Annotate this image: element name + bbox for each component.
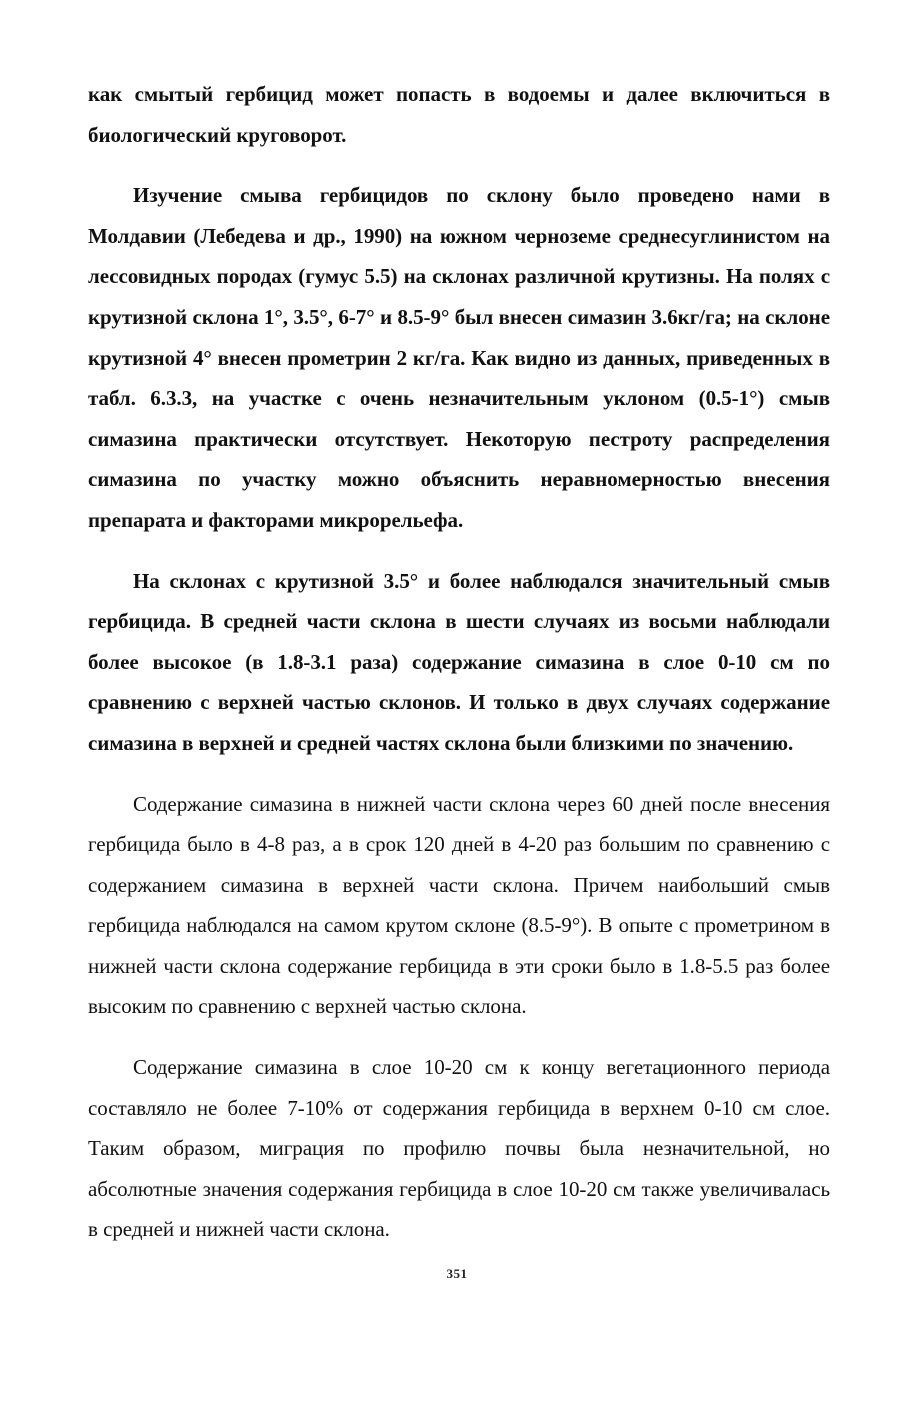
- paragraph-continuation: как смытый гербицид может попасть в водоемы и далее включиться в биологический круговорот.: [88, 82, 830, 147]
- paragraph-layer-migration: Содержание симазина в слое 10-20 см к концу вегетационного периода составляло не более 7-10% от содержания гербицида в верхнем 0-10 см слое. Таким образом, миграция по профилю почвы была незначительной, но абсолютные значения содержания гербицида в слое 10-20 см также увеличивалась в средней и нижней части склона.: [88, 1055, 830, 1242]
- paragraph-slope-washoff: На склонах с крутизной 3.5° и более наблюдался значительный смыв гербицида. В средней части склона в шести случаях из восьми наблюдали более высокое (в 1.8-3.1 раза) содержание симазина в слое 0-10 см по сравнению с верхней частью склонов. И только в двух случаях содержание симазина в верхней и средней частях склона были близкими по значению.: [88, 568, 830, 755]
- page-number: 351: [446, 1266, 468, 1281]
- body-text: [88, 74, 830, 1250]
- paragraph-lower-slope-content: Содержание симазина в нижней части склона через 60 дней после внесения гербицида было в 4-8 раз, а в срок 120 дней в 4-20 раз большим по сравнению с содержанием симазина в верхней части склона. Причем наибольший смыв гербицида наблюдался на самом крутом склоне (8.5-9°). В опыте с прометрином в нижней части склона содержание гербицида в эти сроки было в 1.8-5.5 раз более высоким по сравнению с верхней частью склона.: [88, 791, 830, 1019]
- paragraph-herbicide-washoff-study: Изучение смыва гербицидов по склону было проведено нами в Молдавии (Лебедева и др., 1990) на южном черноземе среднесуглинистом на лессовидных породах (гумус 5.5) на склонах различной крутизны. На полях с крутизной склона 1°, 3.5°, 6-7° и 8.5-9° был внесен симазин 3.6кг/га; на склоне крутизной 4° внесен прометрин 2 кг/га. Как видно из данных, приведенных в табл. 6.3.3, на участке с очень незначительным уклоном (0.5-1°) смыв симазина практически отсутствует. Некоторую пестроту распределения симазина по участку можно объяснить неравномерностью внесения препарата и факторами микрорельефа.: [88, 183, 830, 532]
